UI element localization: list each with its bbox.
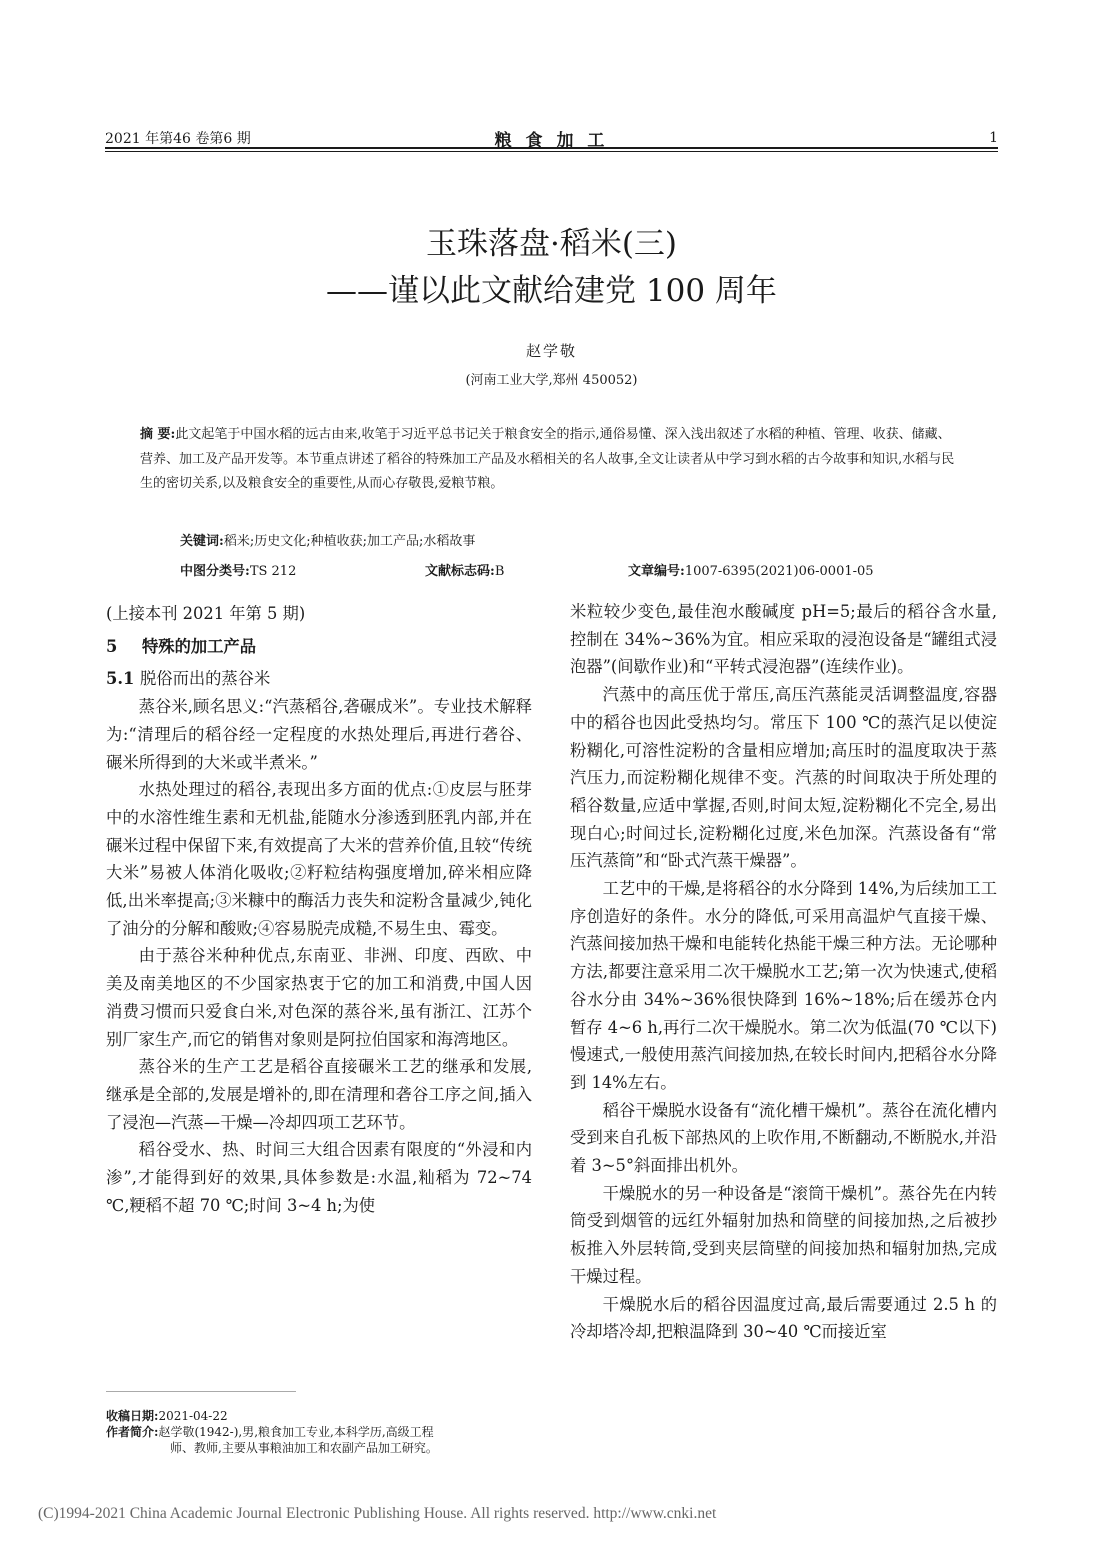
article-number-label: 文章编号: [628, 564, 685, 579]
body-column-left [106, 600, 532, 1219]
paragraph: 水热处理过的稻谷,表现出多方面的优点:①皮层与胚芽中的水溶性维生素和无机盐,能随水分渗透到胚乳内部,并在碾米过程中保留下来,有效提高了大米的营养价值,且较“传统大米”易被人体消化吸收;②籽粒结构强度增加,碎米相应降低,出米率提高;③米糠中的酶活力丧失和淀粉含量减少,钝化了油分的分解和酸败;④容易脱壳成糙,不易生虫、霉变。 [106, 780, 532, 938]
copyright-notice: (C)1994-2021 China Academic Journal Electronic Publishing House. All rights reserved. http://www.cnki.net [38, 1505, 717, 1522]
article-number-value: 1007-6395(2021)06-0001-05 [684, 564, 874, 579]
doc-code-label: 文献标志码: [425, 564, 495, 579]
doc-code-value: B [494, 564, 505, 579]
bio-line-2: 师、教师,主要从事粮油加工和农副产品加工研究。 [170, 1441, 438, 1455]
header-rule-thin [105, 151, 998, 152]
subsection-heading [106, 665, 532, 693]
paragraph: 米粒较少变色,最佳泡水酸碱度 pH=5;最后的稻谷含水量,控制在 34%~36%为宜。相应采取的浸泡设备是“罐组式浸泡器”(间歇作业)和“平转式浸泡器”(连续作业)。 [570, 602, 997, 677]
journal-name: 粮 食 加 工 [494, 131, 609, 151]
bio-line-1: 赵学敬(1942-),男,粮食加工专业,本科学历,高级工程 [158, 1425, 434, 1439]
paragraph: 稻谷干燥脱水设备有“流化槽干燥机”。蒸谷在流化槽内受到来自孔板下部热风的上吹作用,不断翻动,不断脱水,并沿着 3~5°斜面排出机外。 [570, 1100, 997, 1176]
abstract-text: 此文起笔于中国水稻的远古由来,收笔于习近平总书记关于粮食安全的指示,通俗易懂、深入浅出叙述了水稻的种植、管理、收获、储藏、营养、加工及产品开发等。本节重点讲述了稻谷的特殊加工产品及水稻相关的名人故事,全文让读者从中学习到水稻的古今故事和知识,水稻与民生的密切关系,以及粮食安全的重要性,从而心存敬畏,爱粮节粮。 [140, 427, 955, 491]
author-affiliation: (河南工业大学,郑州 450052) [465, 373, 638, 388]
received-label: 收稿日期: [106, 1409, 159, 1423]
clc-label: 中图分类号: [180, 564, 250, 579]
section-heading [106, 633, 532, 661]
keywords-text: 稻米;历史文化;种植收获;加工产品;水稻故事 [223, 534, 476, 549]
subsection-title: 脱俗而出的蒸谷米 [140, 669, 271, 689]
author-name: 赵学敬 [525, 342, 577, 360]
subsection-number: 5.1 [106, 669, 135, 689]
clc-value: TS 212 [249, 564, 297, 579]
paragraph: 蒸谷米的生产工艺是稻谷直接碾米工艺的继承和发展,继承是全部的,发展是增补的,即在清理和砻谷工序之间,插入了浸泡—汽蒸—干燥—冷却四项工艺环节。 [106, 1057, 532, 1132]
footnote-rule [106, 1391, 296, 1392]
journal-issue: 2021 年第46 卷第6 期 [105, 131, 251, 147]
paragraph: 汽蒸中的高压优于常压,高压汽蒸能灵活调整温度,容器中的稻谷也因此受热均匀。常压下 100 ℃的蒸汽足以使淀粉糊化,可溶性淀粉的含量相应增加;高压时的温度取决于蒸汽压力,而淀粉糊化规律不变。汽蒸的时间取决于所处理的稻谷数量,应适中掌握,否则,时间太短,淀粉糊化不完全,易出现白心;时间过长,淀粉糊化过度,米色加深。汽蒸设备有“常压汽蒸筒”和“卧式汽蒸干燥器”。 [570, 685, 997, 871]
keywords-label: 关键词: [180, 534, 224, 549]
body-column-right [570, 598, 997, 1346]
running-header [105, 126, 998, 151]
abstract [140, 423, 962, 497]
received-value: 2021-04-22 [158, 1409, 228, 1423]
paragraph: 由于蒸谷米种种优点,东南亚、非洲、印度、西欧、中美及南美地区的不少国家热衷于它的加工和消费,中国人因消费习惯而只爱食白米,对色深的蒸谷米,虽有浙江、江苏个别厂家生产,而它的销售对象则是阿拉伯国家和海湾地区。 [106, 946, 532, 1049]
paragraph: 干燥脱水的另一种设备是“滚筒干燥机”。蒸谷先在内转筒受到烟管的远红外辐射加热和筒壁的间接加热,之后被抄板推入外层转筒,受到夹层筒壁的间接加热和辐射加热,完成干燥过程。 [570, 1183, 997, 1286]
page-number: 1 [989, 130, 998, 146]
document-code [425, 560, 504, 579]
received-date [106, 1408, 536, 1424]
article-title: 玉珠落盘·稻米(三) [425, 226, 678, 262]
paragraph: 干燥脱水后的稻谷因温度过高,最后需要通过 2.5 h 的冷却塔冷却,把粮温降到 30~40 ℃而接近室 [570, 1294, 997, 1342]
clc-number [180, 560, 296, 579]
paragraph: 蒸谷米,顾名思义:“汽蒸稻谷,砻碾成米”。专业技术解释为:“清理后的稻谷经一定程度的水热处理后,再进行砻谷、碾米所得到的大米或半煮米。” [106, 697, 532, 772]
abstract-label: 摘 要: [140, 427, 176, 442]
keywords [180, 530, 475, 549]
footnote [106, 1408, 536, 1456]
article-number [628, 560, 874, 579]
section-title: 特殊的加工产品 [142, 636, 256, 656]
header-rule [105, 147, 998, 149]
continued-note: (上接本刊 2021 年第 5 期) [106, 604, 306, 623]
bio-label: 作者简介: [106, 1425, 159, 1439]
section-number: 5 [106, 636, 118, 656]
paragraph: 稻谷受水、热、时间三大组合因素有限度的“外浸和内渗”,才能得到好的效果,具体参数是:水温,籼稻为 72~74 ℃,粳稻不超 70 ℃;时间 3~4 h;为使 [106, 1140, 532, 1215]
paragraph: 工艺中的干燥,是将稻谷的水分降到 14%,为后续加工工序创造好的条件。水分的降低,可采用高温炉气直接干燥、汽蒸间接加热干燥和电能转化热能干燥三种方法。无论哪种方法,都要注意采用二次干燥脱水工艺;第一次为快速式,使稻谷水分由 34%~36%很快降到 16%~18%;后在缓苏仓内暂存 4~6 h,再行二次干燥脱水。第二次为低温(70 ℃以下)慢速式,一般使用蒸汽间接加热,在较长时间内,把稻谷水分降到 14%左右。 [570, 879, 997, 1092]
author-bio [106, 1424, 536, 1440]
article-subtitle: ——谨以此文献给建党 100 周年 [326, 273, 777, 309]
